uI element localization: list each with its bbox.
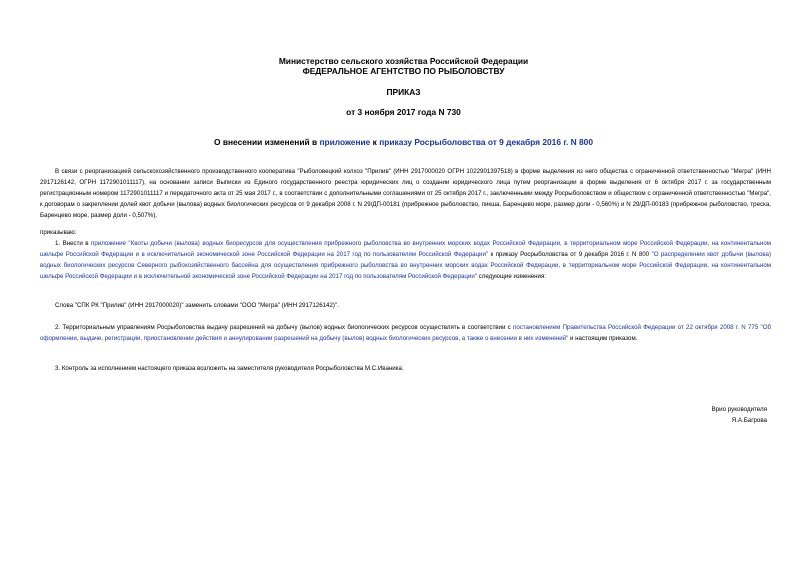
item-1-end: следующие изменения: <box>476 273 547 281</box>
item-1-start: 1. Внести в <box>55 240 92 247</box>
item-1-paragraph <box>40 238 771 282</box>
title-link-order[interactable]: приказу Росрыболовства от 9 декабря 2016 г. N 800 <box>379 137 593 147</box>
title-link-appendix[interactable]: приложение <box>319 137 371 147</box>
ministry-name: Министерство сельского хозяйства Российской Федерации <box>278 56 529 66</box>
item-2-link-resolution[interactable]: постановлением Правительства Российской Федерации от 22 октября 2008 г. N 775 "Об оформлении, выдаче, регистрации, приостановлении действия и аннулировании разрешений на добычу (вылов) водных биологических ресурсов, а также о внесении в них изменений" <box>40 324 771 343</box>
title-mid: к <box>370 137 380 147</box>
item-1-link-appendix[interactable]: приложение "Квоты добычи (вылова) водных биоресурсов для осуществления прибрежного рыболовства во внутренних морских водах Российской Федерации, в территориальном море Российской Федерации, на континентальном шельфе Российской Федерации и в исключительной экономической зоне Российской Федерации на 2017 год по пользователям Российской Федерации" <box>40 240 771 259</box>
item-1-mid: к приказу Росрыболовства от 9 декабря 2016 г. N 800 <box>488 251 652 259</box>
replace-paragraph: Слова "СПК РК "Прилив" (ИНН 2917000020)" заменить словами "ООО "Мегра" (ИНН 2917126142)". <box>55 302 339 309</box>
preamble-paragraph: В связи с реорганизацией сельскохозяйственного производственного кооператива "Рыболовецкий колхоз "Прилив" (ИНН 2917000020 ОГРН 1022901397518) в форме выделения из него общества с ограниченной ответственностью "Мегра" (ИНН 2917126142, ОГРН 1172901011117), на основании записи Выписки из Единого государственного реестра юридических лиц о создании юридического лица путем реорганизации в форме выделения от 6 октября 2017 г. за государственным регистрационным номером 1172901011117 и передаточного акта от 25 мая 2017 г., в соответствии с дополнительными соглашениями от 25 октября 2017 г., заключенными между Росрыболовством и обществом с ограниченной ответственностью "Мегра", к договорам о закреплении долей квот добычи (вылова) водных биологических ресурсов от 9 декабря 2008 г. N 29/ДП-00181 (прибрежное рыболовство, пикша, Баренцево море, размер доли - 0,560%) и N 29/ДП-00183 (прибрежное рыболовство, треска, Баренцево море, размер доли - 0,507%), <box>40 168 771 220</box>
document-date: от 3 ноября 2017 года N 730 <box>346 107 461 117</box>
item-2-end: и настоящим приказом. <box>568 335 638 343</box>
item-2-paragraph <box>40 322 771 344</box>
title-prefix: О внесении изменений в <box>214 137 320 147</box>
document-type: ПРИКАЗ <box>386 87 421 97</box>
item-2-start: 2. Территориальным управлениям Росрыболовства выдачу разрешений на добычу (вылов) водных биологических ресурсов осуществлять в соответствии с <box>55 324 513 331</box>
item-3-paragraph: 3. Контроль за исполнением настоящего приказа возложить на заместителя руководителя Росрыболовства М.С.Иваника. <box>55 365 404 372</box>
document-title <box>0 137 807 147</box>
order-word: приказываю: <box>40 229 77 236</box>
signature-position: Врио руководителя <box>711 406 767 413</box>
signature-name: Я.А.Багрова <box>731 417 767 424</box>
item-1-link-order[interactable]: "О распределении квот добычи (вылова) водных биологических ресурсов Северного рыбохозяйственного бассейна для осуществления прибрежного рыболовства во внутренних морских водах Российской Федерации, в территориальном море Российской Федерации, на континентальном шельфе Российской Федерации и в исключительной экономической зоне Российской Федерации на 2017 год по пользователям Российской Федерации" <box>40 251 772 281</box>
agency-name: ФЕДЕРАЛЬНОЕ АГЕНТСТВО ПО РЫБОЛОВСТВУ <box>302 66 505 76</box>
